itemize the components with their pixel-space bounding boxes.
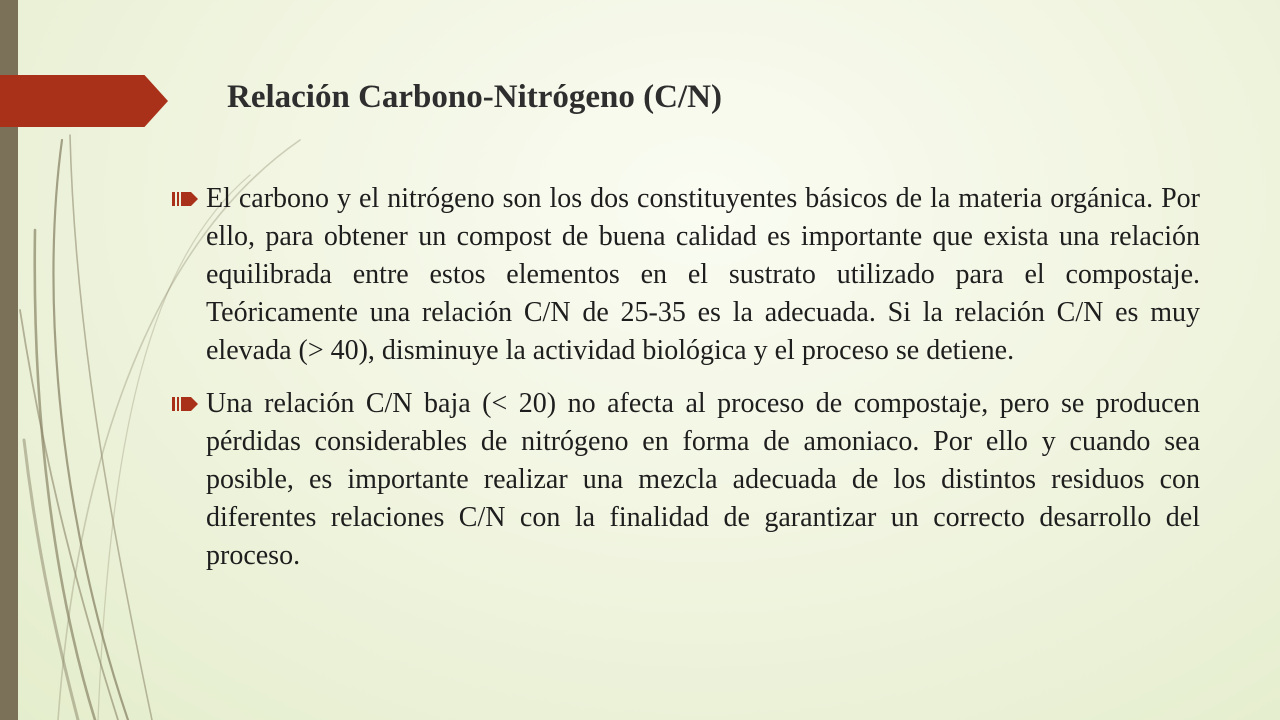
arrow-bullet-icon	[172, 192, 198, 206]
arrow-bullet-icon	[172, 397, 198, 411]
title-accent-arrow	[0, 75, 168, 127]
bullet-list	[172, 180, 1200, 590]
bullet-item	[172, 385, 1200, 575]
bullet-text: El carbono y el nitrógeno son los dos constituyentes básicos de la materia orgánica. Por ello, para obtener un compost de buena calidad es importante que exista una relación equilibrada entre estos elementos en el sustrato utilizado para el compostaje. Teóricamente una relación C/N de 25-35 es la adecuada. Si la relación C/N es muy elevada (> 40), disminuye la actividad biológica y el proceso se detiene.	[206, 183, 1200, 366]
bullet-text: Una relación C/N baja (< 20) no afecta al proceso de compostaje, pero se producen pérdidas considerables de nitrógeno en forma de amoniaco. Por ello y cuando sea posible, es importante realizar una mezcla adecuada de los distintos residuos con diferentes relaciones C/N con la finalidad de garantizar un correcto desarrollo del proceso.	[206, 388, 1200, 571]
bullet-item	[172, 180, 1200, 370]
slide-title: Relación Carbono-Nitrógeno (C/N)	[227, 79, 722, 115]
